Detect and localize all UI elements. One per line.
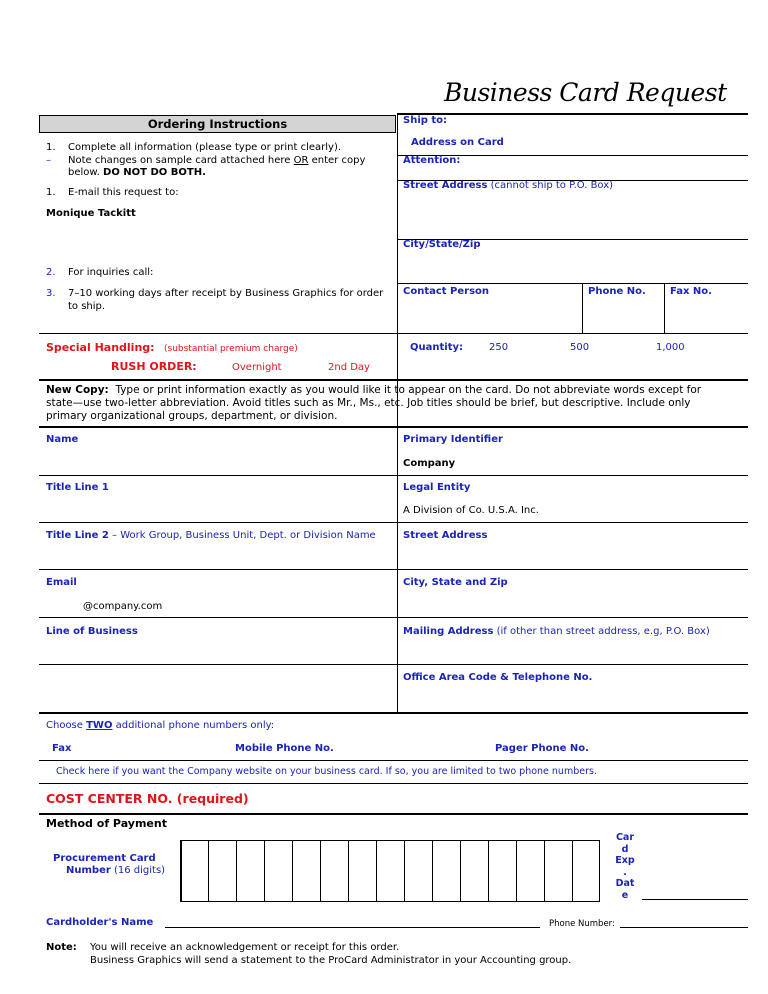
note-line-1: You will receive an acknowledgement or receipt for this order.: [90, 942, 400, 953]
fax-no-label[interactable]: Fax No.: [670, 286, 712, 297]
name-label[interactable]: Name: [46, 434, 79, 445]
card-digit-14[interactable]: [544, 841, 572, 901]
card-digit-6[interactable]: [320, 841, 348, 901]
ship-to-label: Ship to:: [403, 115, 448, 126]
fields-bottom-rule: [39, 712, 748, 714]
step-3-line-1: 7–10 working days after receipt by Business Graphics for order: [68, 288, 384, 299]
contact-name: Monique Tackitt: [46, 208, 136, 219]
card-digit-11[interactable]: [460, 841, 488, 901]
legal-entity-label: Legal Entity: [403, 482, 471, 493]
email-step-number: 1.: [46, 187, 56, 198]
mobile-option[interactable]: Mobile Phone No.: [235, 743, 334, 754]
fields-rule-5: [39, 664, 398, 665]
step-3-line-2: to ship.: [68, 301, 106, 312]
card-digit-8[interactable]: [376, 841, 404, 901]
procurement-card-label-1: Procurement Card: [53, 853, 156, 864]
overnight-option[interactable]: Overnight: [232, 362, 282, 373]
company-value: Company: [403, 458, 456, 469]
newcopy-top-rule: [39, 379, 748, 381]
phone-number-label: Phone Number:: [549, 919, 615, 929]
quantity-500[interactable]: 500: [570, 342, 590, 353]
quantity-250[interactable]: 250: [489, 342, 509, 353]
phone-number-line[interactable]: [620, 927, 748, 928]
special-handling-note: (substantial premium charge): [164, 344, 298, 354]
card-exp-date-line[interactable]: [642, 899, 748, 900]
center-divider: [397, 113, 398, 713]
method-of-payment: Method of Payment: [46, 817, 167, 830]
do-not-do-both: DO NOT DO BOTH.: [103, 167, 206, 178]
card-digit-3[interactable]: [236, 841, 264, 901]
contact-divider-1: [582, 283, 583, 333]
card-digit-1[interactable]: [180, 841, 208, 901]
payment-top-rule: [39, 813, 748, 815]
city-state-zip-label[interactable]: City, State and Zip: [403, 577, 508, 588]
card-digit-4[interactable]: [264, 841, 292, 901]
choose-phones-note: Choose TWO additional phone numbers only:: [46, 720, 275, 731]
line-of-business-label[interactable]: Line of Business: [46, 626, 138, 637]
special-top-rule: [39, 333, 748, 334]
fields-rule-4: [39, 617, 748, 618]
pager-option[interactable]: Pager Phone No.: [495, 743, 589, 754]
address-on-card: Address on Card: [411, 137, 504, 148]
card-digit-7[interactable]: [348, 841, 376, 901]
ship-rule-4: [398, 283, 748, 284]
ship-city-label[interactable]: City/State/Zip: [403, 239, 481, 250]
phones-rule: [39, 760, 748, 761]
fields-top-rule: [39, 426, 748, 428]
new-copy-line-2: state—use two-letter abbreviation. Avoid titles such as Mr., Ms., etc. Job titles should be brief, but descriptive. Include only: [46, 397, 691, 409]
cardholder-name-label: Cardholder's Name: [46, 917, 154, 928]
title-line-1-label[interactable]: Title Line 1: [46, 482, 109, 493]
or-emphasis: OR: [293, 155, 309, 166]
fields-rule-2: [39, 522, 748, 523]
note-line-2: below. DO NOT DO BOTH.: [68, 167, 206, 178]
second-day-option[interactable]: 2nd Day: [328, 362, 370, 373]
email-step-text: E-mail this request to:: [68, 187, 179, 198]
note-line-1: Note changes on sample card attached here OR enter copy: [68, 155, 366, 166]
card-digit-5[interactable]: [292, 841, 320, 901]
fax-option[interactable]: Fax: [52, 743, 72, 754]
page-title: Business Card Request: [444, 78, 727, 107]
attention-label[interactable]: Attention:: [403, 155, 461, 166]
mailing-address-label[interactable]: Mailing Address (if other than street address, e.g, P.O. Box): [403, 626, 710, 637]
step-3-number: 3.: [46, 288, 56, 299]
primary-identifier-label: Primary Identifier: [403, 434, 503, 445]
email-domain: @company.com: [83, 601, 163, 612]
email-label[interactable]: Email: [46, 577, 77, 588]
top-rule: [398, 113, 748, 115]
quantity-label: Quantity:: [410, 342, 463, 353]
step-2-number: 2.: [46, 267, 56, 278]
note-label: Note:: [46, 942, 77, 953]
ship-street-label[interactable]: Street Address (cannot ship to P.O. Box): [403, 180, 614, 191]
fields-rule-6: [398, 664, 748, 665]
office-phone-label[interactable]: Office Area Code & Telephone No.: [403, 672, 593, 683]
website-checkbox-label[interactable]: Check here if you want the Company website on your business card. If so, you are limited to two phone numbers.: [56, 766, 597, 777]
fields-rule-1: [39, 475, 748, 476]
contact-divider-2: [664, 283, 665, 333]
card-digit-10[interactable]: [432, 841, 460, 901]
title-line-2-label[interactable]: Title Line 2 – Work Group, Business Unit, Dept. or Division Name: [46, 530, 376, 541]
phone-no-label[interactable]: Phone No.: [588, 286, 646, 297]
card-digit-12[interactable]: [488, 841, 516, 901]
special-handling-label: Special Handling:: [46, 341, 155, 354]
card-digit-2[interactable]: [208, 841, 236, 901]
new-copy-line-1: New Copy: Type or print information exactly as you would like it to appear on the card. Do not abbreviate words except for: [46, 384, 702, 396]
note-line-2: Business Graphics will send a statement to the ProCard Administrator in your Accounting group.: [90, 955, 572, 966]
cost-center-label[interactable]: COST CENTER NO. (required): [46, 791, 249, 806]
fields-rule-3: [39, 569, 748, 570]
card-exp-date-label: Car d Exp . Dat e: [615, 832, 635, 901]
step-1-number: 1.: [46, 142, 56, 153]
note-dash: –: [46, 155, 51, 166]
step-2-text: For inquiries call:: [68, 267, 154, 278]
card-digit-9[interactable]: [404, 841, 432, 901]
street-address-label[interactable]: Street Address: [403, 530, 488, 541]
website-rule: [39, 783, 748, 784]
card-number-grid: [180, 840, 600, 902]
step-1-text: Complete all information (please type or print clearly).: [68, 142, 342, 153]
card-digit-13[interactable]: [516, 841, 544, 901]
division-value: A Division of Co. U.S.A. Inc.: [403, 505, 539, 516]
card-digit-15[interactable]: [572, 841, 600, 901]
rush-order-label: RUSH ORDER:: [111, 360, 197, 373]
contact-person-label[interactable]: Contact Person: [403, 286, 490, 297]
new-copy-line-3: primary organizational groups, department, or division.: [46, 410, 338, 422]
ordering-instructions-header: Ordering Instructions: [39, 115, 396, 133]
cardholder-name-line[interactable]: [165, 927, 540, 928]
quantity-1000[interactable]: 1,000: [656, 342, 685, 353]
procurement-card-label-2: Number (16 digits): [66, 865, 166, 876]
